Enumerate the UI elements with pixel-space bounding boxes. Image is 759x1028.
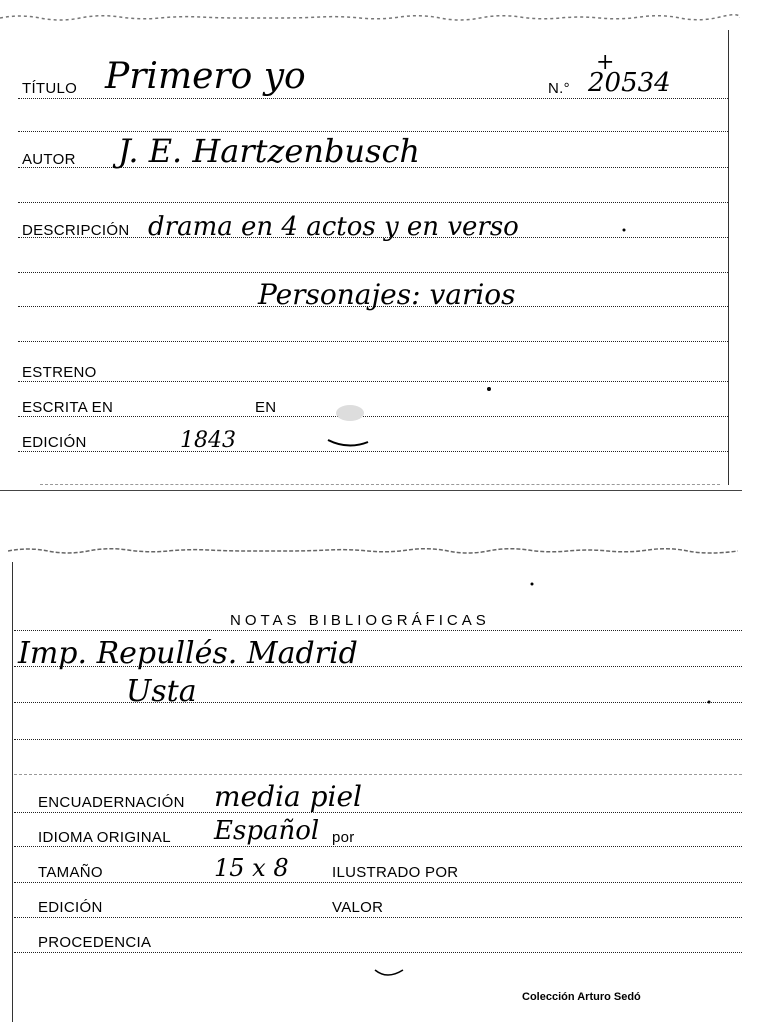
rule-line [18,381,728,382]
ink-dot [485,385,495,395]
procedencia-label: PROCEDENCIA [38,934,152,951]
edicion-value: 1843 [180,428,236,453]
rule-line [14,812,742,813]
escrita-en-label: ESCRITA EN [22,399,114,416]
edicion-label-2: EDICIÓN [38,899,103,916]
card-right-edge [728,30,729,485]
rule-line [14,882,742,883]
notas-heading: NOTAS BIBLIOGRÁFICAS [230,612,490,629]
en-label: EN [255,399,277,416]
personajes-value: Personajes: varios [258,278,516,311]
numero-value: 20534 [588,68,671,98]
rule-line [40,484,720,485]
note-line-2: Usta [126,674,197,709]
rule-line [18,98,728,99]
autor-value: J. E. Hartzenbusch [118,132,420,170]
ink-smudge [355,940,415,985]
collection-footer: Colección Arturo Sedó [522,991,641,1003]
catalog-card-bottom [0,540,759,1028]
note-imprenta: Imp. Repullés. Madrid [18,636,358,671]
idioma-label: IDIOMA ORIGINAL [38,829,171,846]
estreno-label: ESTRENO [22,364,97,381]
idioma-value: Español [214,816,320,846]
descripcion-value: drama en 4 actos y en verso [148,212,519,242]
tamano-value: 15 x 8 [214,854,289,882]
valor-label: VALOR [332,899,384,916]
rule-line [14,846,742,847]
catalog-card-top [0,0,759,500]
tamano-label: TAMAÑO [38,864,103,881]
ink-smudge [320,395,380,455]
card-left-edge [12,562,13,1022]
ilustrado-label: ILUSTRADO POR [332,864,459,881]
scan-noise-top [8,546,738,556]
titulo-value: Primero yo [105,56,306,97]
rule-line [14,702,742,703]
ink-dot [528,580,538,590]
ink-dot [620,226,630,236]
encuadernacion-label: ENCUADERNACIÓN [38,794,185,811]
descripcion-label: DESCRIPCIÓN [22,222,130,239]
ink-dot [705,698,715,708]
card-bottom-edge [0,490,742,491]
scan-noise-top [0,12,740,22]
encuadernacion-value: media piel [214,780,362,813]
rule-line [14,774,742,775]
titulo-label: TÍTULO [22,80,78,97]
rule-line [14,739,742,740]
rule-line [14,630,742,631]
rule-line [14,917,742,918]
numero-label: N.° [548,80,570,97]
por-label: por [332,829,355,846]
rule-line [18,341,728,342]
rule-line [18,202,728,203]
cross-mark: + [596,50,615,75]
edicion-label: EDICIÓN [22,434,87,451]
autor-label: AUTOR [22,151,76,168]
rule-line [18,272,728,273]
